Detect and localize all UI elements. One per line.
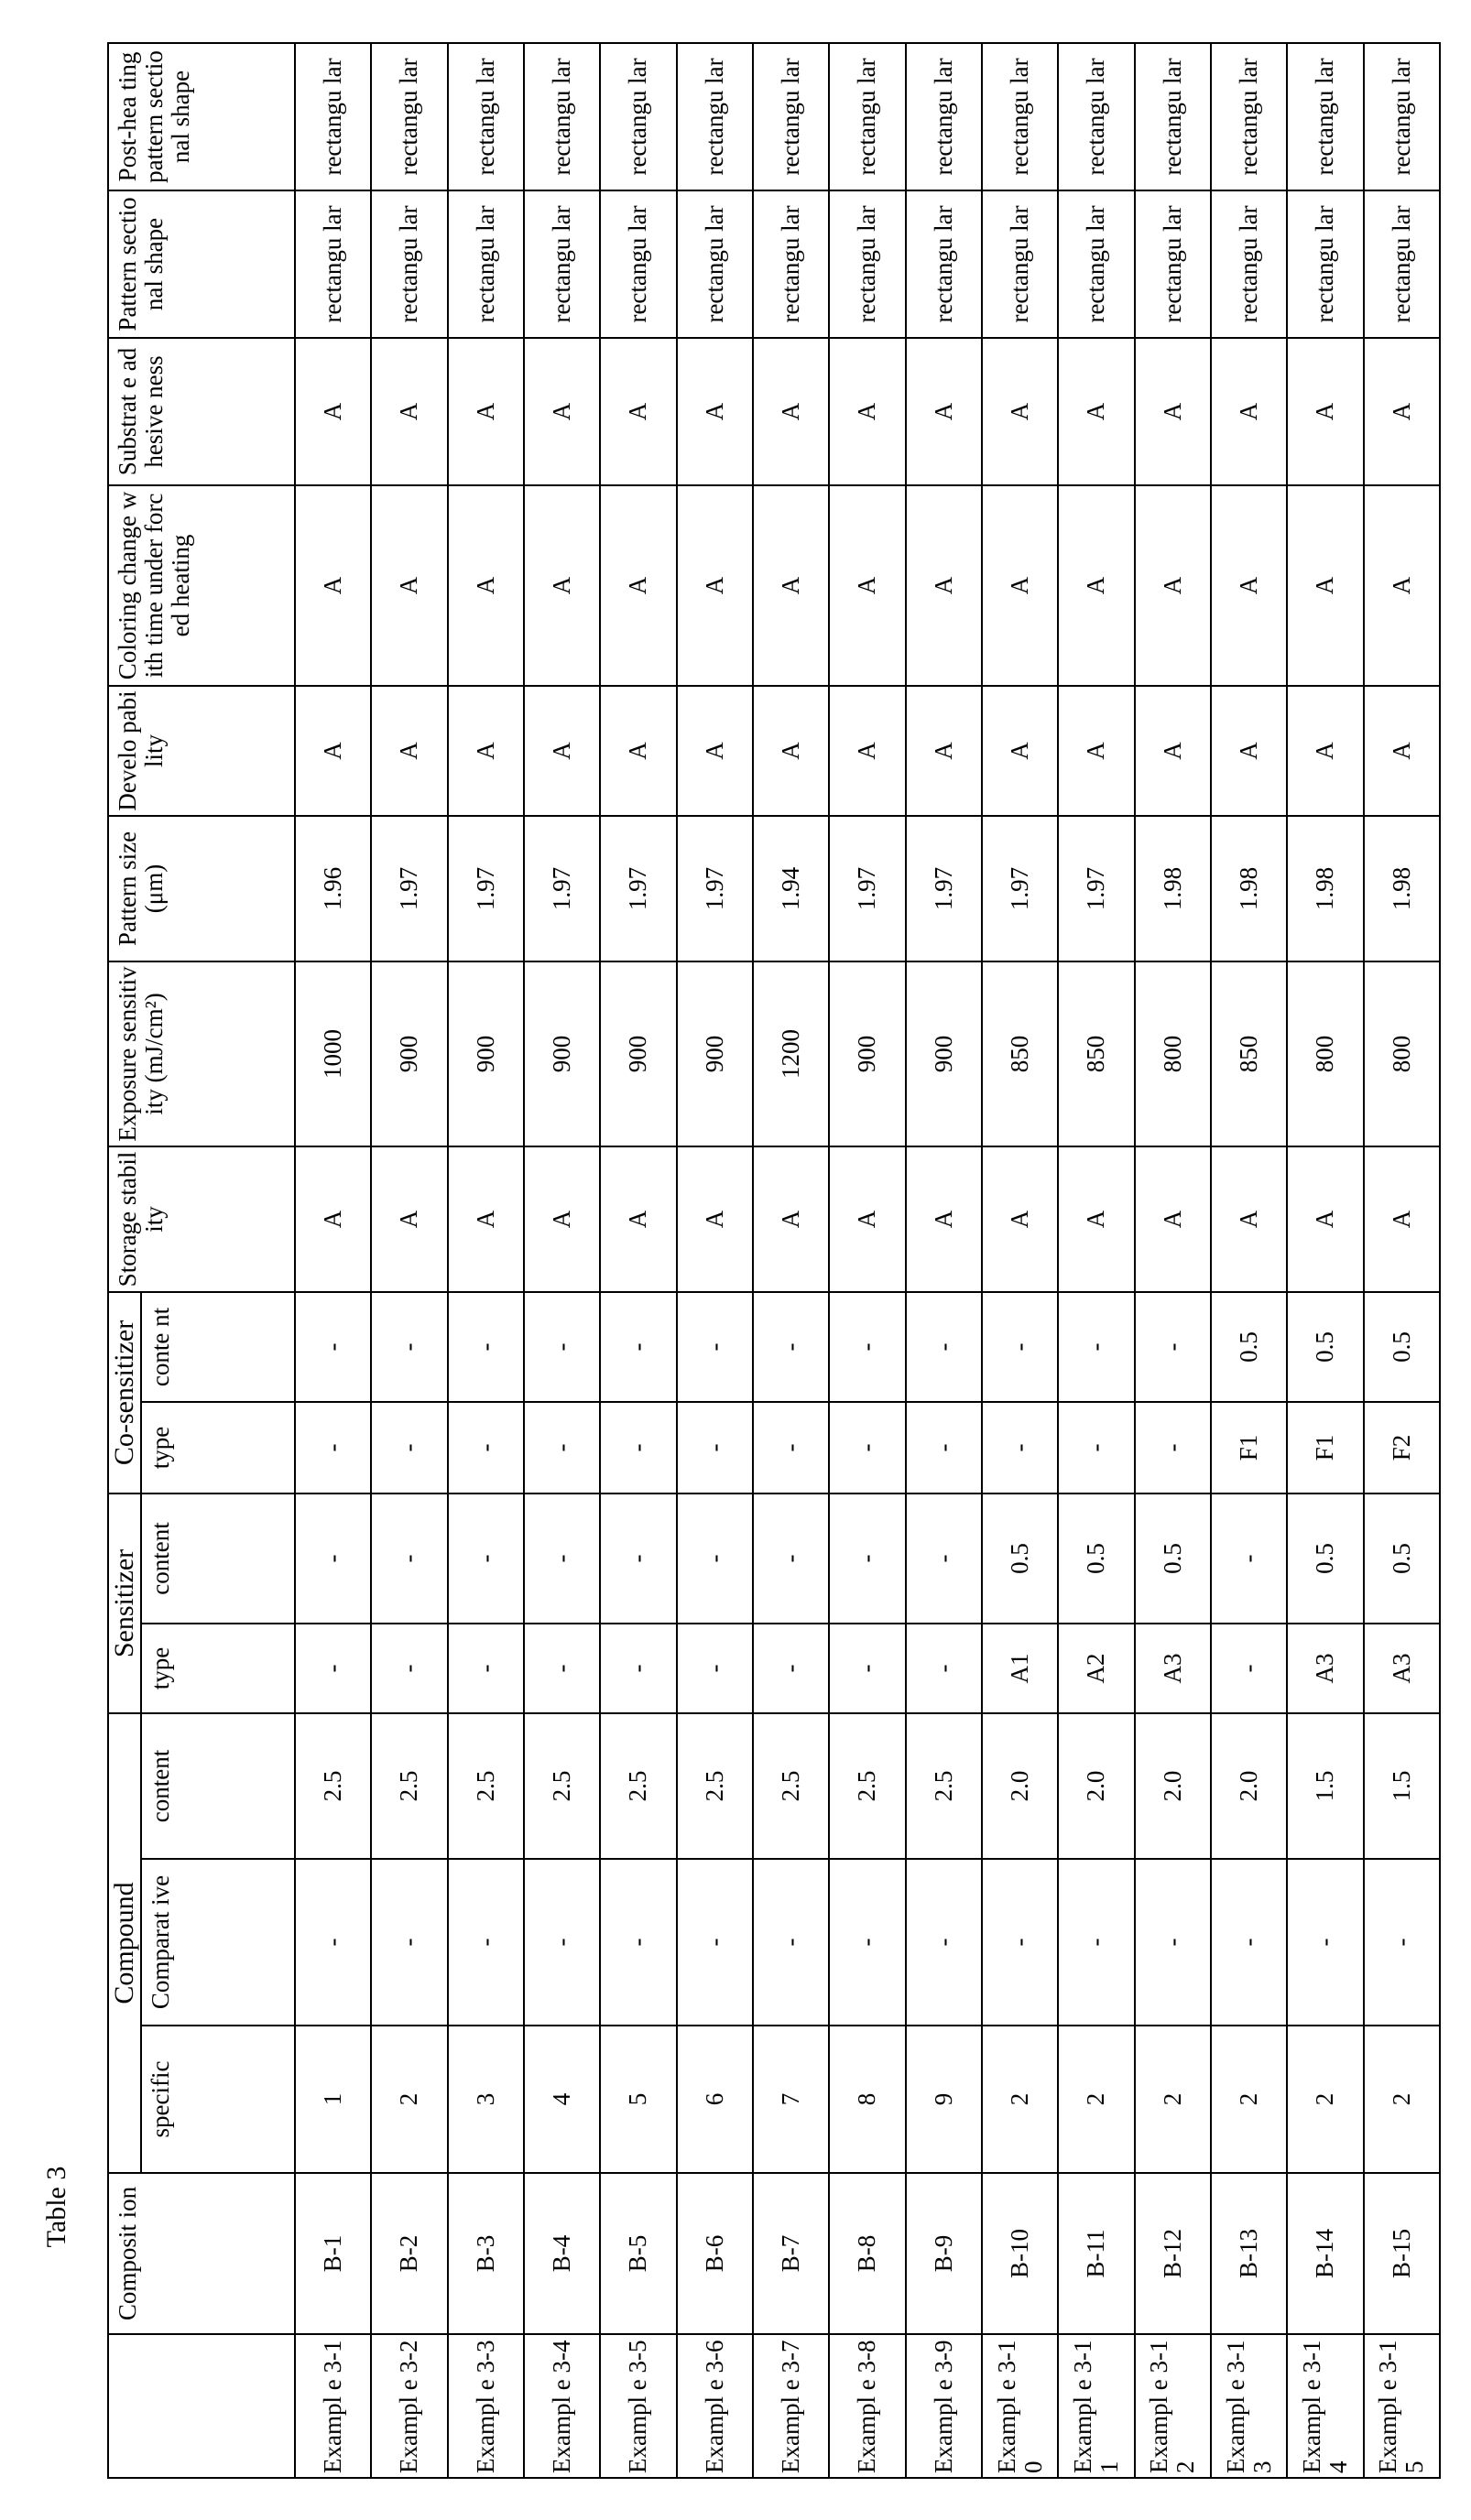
cell-storage-stability: A — [982, 1146, 1058, 1292]
cell-compound-specific: 1 — [295, 2026, 371, 2173]
cell-coloring-change: A — [371, 485, 447, 686]
cell-substrate-adhesiveness: A — [1135, 338, 1211, 485]
cell-developability: A — [295, 686, 371, 816]
cell-pattern-size: 1.97 — [906, 816, 982, 961]
cell-sensitizer-type: A1 — [982, 1624, 1058, 1713]
cell-pattern-size: 1.97 — [600, 816, 676, 961]
cell-developability: A — [1287, 686, 1363, 816]
header-compound-comparative: Comparat ive — [141, 1859, 295, 2026]
cell-example: Exampl e 3-12 — [1135, 2334, 1211, 2478]
cell-pattern-size: 1.97 — [1058, 816, 1134, 961]
cell-composition: B-13 — [1211, 2173, 1287, 2334]
cell-post-heating-shape: rectangu lar — [524, 43, 600, 190]
cell-sensitizer-content: - — [906, 1494, 982, 1624]
cell-compound-comparative: - — [829, 1859, 905, 2026]
cell-sensitizer-content: - — [295, 1494, 371, 1624]
cell-compound-content: 2.0 — [1211, 1713, 1287, 1859]
cell-pattern-size: 1.98 — [1211, 816, 1287, 961]
cell-post-heating-shape: rectangu lar — [1287, 43, 1363, 190]
table-row — [600, 43, 676, 2478]
cell-cosensitizer-type: - — [1135, 1402, 1211, 1494]
cell-developability: A — [982, 686, 1058, 816]
cell-exposure-sensitivity: 800 — [1364, 961, 1440, 1146]
cell-compound-content: 2.0 — [1058, 1713, 1134, 1859]
cell-pattern-shape: rectangu lar — [1135, 190, 1211, 338]
cell-developability: A — [1364, 686, 1440, 816]
cell-composition: B-2 — [371, 2173, 447, 2334]
cell-example: Exampl e 3-1 — [295, 2334, 371, 2478]
cell-cosensitizer-type: - — [1058, 1402, 1134, 1494]
cell-pattern-shape: rectangu lar — [1211, 190, 1287, 338]
cell-cosensitizer-content: - — [982, 1292, 1058, 1402]
cell-developability: A — [753, 686, 829, 816]
cell-compound-specific: 2 — [1058, 2026, 1134, 2173]
cell-pattern-shape: rectangu lar — [982, 190, 1058, 338]
cell-coloring-change: A — [1287, 485, 1363, 686]
cell-composition: B-4 — [524, 2173, 600, 2334]
cell-substrate-adhesiveness: A — [371, 338, 447, 485]
cell-compound-content: 2.0 — [1135, 1713, 1211, 1859]
table-row — [677, 43, 753, 2478]
cell-compound-comparative: - — [295, 1859, 371, 2026]
cell-cosensitizer-content: - — [677, 1292, 753, 1402]
cell-substrate-adhesiveness: A — [448, 338, 524, 485]
cell-coloring-change: A — [1058, 485, 1134, 686]
cell-compound-comparative: - — [1364, 1859, 1440, 2026]
cell-composition: B-11 — [1058, 2173, 1134, 2334]
cell-composition: B-7 — [753, 2173, 829, 2334]
cell-cosensitizer-content: - — [295, 1292, 371, 1402]
cell-coloring-change: A — [677, 485, 753, 686]
cell-cosensitizer-content: - — [829, 1292, 905, 1402]
cell-compound-specific: 2 — [1135, 2026, 1211, 2173]
cell-sensitizer-type: A3 — [1135, 1624, 1211, 1713]
header-cosensitizer-type: type — [141, 1402, 295, 1494]
cell-sensitizer-content: - — [600, 1494, 676, 1624]
cell-sensitizer-type: - — [448, 1624, 524, 1713]
table-row — [1058, 43, 1134, 2478]
table-row — [906, 43, 982, 2478]
cell-cosensitizer-type: - — [524, 1402, 600, 1494]
results-table — [107, 42, 1441, 2479]
cell-storage-stability: A — [906, 1146, 982, 1292]
cell-storage-stability: A — [524, 1146, 600, 1292]
cell-pattern-shape: rectangu lar — [448, 190, 524, 338]
cell-cosensitizer-content: - — [600, 1292, 676, 1402]
cell-compound-comparative: - — [524, 1859, 600, 2026]
cell-example: Exampl e 3-6 — [677, 2334, 753, 2478]
cell-substrate-adhesiveness: A — [1058, 338, 1134, 485]
header-substrate-adhesiveness: Substrat e adhesive ness — [108, 338, 295, 485]
cell-exposure-sensitivity: 900 — [371, 961, 447, 1146]
cell-pattern-size: 1.94 — [753, 816, 829, 961]
cell-sensitizer-type: - — [600, 1624, 676, 1713]
cell-post-heating-shape: rectangu lar — [371, 43, 447, 190]
cell-coloring-change: A — [1135, 485, 1211, 686]
cell-compound-specific: 3 — [448, 2026, 524, 2173]
header-group-cosensitizer: Co-sensitizer — [108, 1292, 141, 1494]
cell-coloring-change: A — [753, 485, 829, 686]
cell-cosensitizer-content: 0.5 — [1364, 1292, 1440, 1402]
cell-storage-stability: A — [677, 1146, 753, 1292]
header-example — [108, 2334, 295, 2478]
cell-compound-content: 2.5 — [677, 1713, 753, 1859]
cell-pattern-size: 1.97 — [371, 816, 447, 961]
cell-sensitizer-content: - — [1211, 1494, 1287, 1624]
cell-sensitizer-type: - — [524, 1624, 600, 1713]
cell-storage-stability: A — [371, 1146, 447, 1292]
cell-pattern-shape: rectangu lar — [600, 190, 676, 338]
cell-exposure-sensitivity: 850 — [1211, 961, 1287, 1146]
cell-storage-stability: A — [1364, 1146, 1440, 1292]
cell-developability: A — [829, 686, 905, 816]
cell-exposure-sensitivity: 800 — [1135, 961, 1211, 1146]
cell-storage-stability: A — [1287, 1146, 1363, 1292]
cell-compound-comparative: - — [1058, 1859, 1134, 2026]
cell-exposure-sensitivity: 1200 — [753, 961, 829, 1146]
cell-storage-stability: A — [448, 1146, 524, 1292]
header-cosensitizer-content: conte nt — [141, 1292, 295, 1402]
cell-cosensitizer-type: - — [829, 1402, 905, 1494]
cell-cosensitizer-content: - — [906, 1292, 982, 1402]
cell-exposure-sensitivity: 900 — [906, 961, 982, 1146]
cell-pattern-shape: rectangu lar — [1287, 190, 1363, 338]
cell-cosensitizer-type: - — [600, 1402, 676, 1494]
cell-coloring-change: A — [295, 485, 371, 686]
cell-compound-content: 2.0 — [982, 1713, 1058, 1859]
cell-exposure-sensitivity: 850 — [1058, 961, 1134, 1146]
cell-composition: B-5 — [600, 2173, 676, 2334]
cell-cosensitizer-type: - — [677, 1402, 753, 1494]
cell-sensitizer-content: - — [677, 1494, 753, 1624]
cell-post-heating-shape: rectangu lar — [677, 43, 753, 190]
cell-pattern-size: 1.97 — [982, 816, 1058, 961]
cell-substrate-adhesiveness: A — [753, 338, 829, 485]
cell-sensitizer-content: 0.5 — [1364, 1494, 1440, 1624]
cell-post-heating-shape: rectangu lar — [448, 43, 524, 190]
cell-storage-stability: A — [1135, 1146, 1211, 1292]
cell-compound-content: 2.5 — [906, 1713, 982, 1859]
cell-storage-stability: A — [600, 1146, 676, 1292]
header-coloring-change: Coloring change with time under forced heating — [108, 485, 295, 686]
cell-storage-stability: A — [295, 1146, 371, 1292]
cell-post-heating-shape: rectangu lar — [829, 43, 905, 190]
header-developability: Develo pability — [108, 686, 295, 816]
cell-example: Exampl e 3-3 — [448, 2334, 524, 2478]
header-composition: Composit ion — [108, 2173, 295, 2334]
cell-compound-content: 2.5 — [600, 1713, 676, 1859]
cell-post-heating-shape: rectangu lar — [600, 43, 676, 190]
table-row — [1211, 43, 1287, 2478]
cell-post-heating-shape: rectangu lar — [906, 43, 982, 190]
cell-sensitizer-content: - — [524, 1494, 600, 1624]
header-storage-stability: Storage stability — [108, 1146, 295, 1292]
cell-composition: B-15 — [1364, 2173, 1440, 2334]
cell-compound-comparative: - — [982, 1859, 1058, 2026]
cell-compound-specific: 8 — [829, 2026, 905, 2173]
cell-cosensitizer-type: F1 — [1287, 1402, 1363, 1494]
cell-developability: A — [1211, 686, 1287, 816]
cell-compound-specific: 2 — [1364, 2026, 1440, 2173]
cell-example: Exampl e 3-10 — [982, 2334, 1058, 2478]
cell-pattern-shape: rectangu lar — [371, 190, 447, 338]
cell-cosensitizer-type: - — [982, 1402, 1058, 1494]
cell-compound-content: 2.5 — [295, 1713, 371, 1859]
cell-compound-comparative: - — [753, 1859, 829, 2026]
table-row — [753, 43, 829, 2478]
cell-substrate-adhesiveness: A — [906, 338, 982, 485]
header-exposure-sensitivity: Exposure sensitivity (mJ/cm²) — [108, 961, 295, 1146]
cell-composition: B-10 — [982, 2173, 1058, 2334]
cell-pattern-shape: rectangu lar — [829, 190, 905, 338]
cell-pattern-shape: rectangu lar — [906, 190, 982, 338]
cell-pattern-size: 1.96 — [295, 816, 371, 961]
cell-compound-comparative: - — [1287, 1859, 1363, 2026]
rotated-table-container — [107, 42, 1441, 2479]
cell-pattern-size: 1.98 — [1364, 816, 1440, 961]
cell-exposure-sensitivity: 800 — [1287, 961, 1363, 1146]
cell-substrate-adhesiveness: A — [600, 338, 676, 485]
cell-post-heating-shape: rectangu lar — [982, 43, 1058, 190]
cell-substrate-adhesiveness: A — [677, 338, 753, 485]
table-row — [448, 43, 524, 2478]
table-row — [1364, 43, 1440, 2478]
cell-pattern-size: 1.97 — [829, 816, 905, 961]
header-compound-specific: specific — [141, 2026, 295, 2173]
cell-post-heating-shape: rectangu lar — [753, 43, 829, 190]
cell-sensitizer-type: - — [295, 1624, 371, 1713]
cell-compound-specific: 9 — [906, 2026, 982, 2173]
cell-exposure-sensitivity: 850 — [982, 961, 1058, 1146]
cell-compound-specific: 5 — [600, 2026, 676, 2173]
cell-example: Exampl e 3-14 — [1287, 2334, 1363, 2478]
cell-composition: B-3 — [448, 2173, 524, 2334]
cell-substrate-adhesiveness: A — [982, 338, 1058, 485]
cell-exposure-sensitivity: 900 — [524, 961, 600, 1146]
cell-developability: A — [1058, 686, 1134, 816]
cell-compound-comparative: - — [600, 1859, 676, 2026]
cell-developability: A — [906, 686, 982, 816]
cell-cosensitizer-type: - — [753, 1402, 829, 1494]
cell-compound-comparative: - — [448, 1859, 524, 2026]
cell-cosensitizer-content: - — [524, 1292, 600, 1402]
cell-exposure-sensitivity: 900 — [448, 961, 524, 1146]
cell-composition: B-12 — [1135, 2173, 1211, 2334]
cell-cosensitizer-content: - — [1135, 1292, 1211, 1402]
cell-exposure-sensitivity: 900 — [600, 961, 676, 1146]
cell-compound-specific: 4 — [524, 2026, 600, 2173]
cell-exposure-sensitivity: 900 — [829, 961, 905, 1146]
cell-sensitizer-content: 0.5 — [1058, 1494, 1134, 1624]
cell-pattern-shape: rectangu lar — [1058, 190, 1134, 338]
cell-sensitizer-type: A3 — [1287, 1624, 1363, 1713]
header-pattern-size: Pattern size (μm) — [108, 816, 295, 961]
cell-pattern-shape: rectangu lar — [677, 190, 753, 338]
cell-pattern-size: 1.97 — [524, 816, 600, 961]
cell-pattern-size: 1.98 — [1135, 816, 1211, 961]
cell-pattern-shape: rectangu lar — [524, 190, 600, 338]
cell-compound-content: 2.5 — [753, 1713, 829, 1859]
cell-coloring-change: A — [906, 485, 982, 686]
cell-sensitizer-type: A2 — [1058, 1624, 1134, 1713]
table-row — [829, 43, 905, 2478]
cell-cosensitizer-content: - — [1058, 1292, 1134, 1402]
cell-exposure-sensitivity: 900 — [677, 961, 753, 1146]
cell-compound-content: 2.5 — [829, 1713, 905, 1859]
cell-compound-content: 1.5 — [1364, 1713, 1440, 1859]
cell-compound-specific: 2 — [982, 2026, 1058, 2173]
table-row — [1287, 43, 1363, 2478]
cell-composition: B-9 — [906, 2173, 982, 2334]
table-row — [295, 43, 371, 2478]
cell-cosensitizer-type: - — [906, 1402, 982, 1494]
cell-sensitizer-content: 0.5 — [1135, 1494, 1211, 1624]
table-row — [982, 43, 1058, 2478]
cell-composition: B-1 — [295, 2173, 371, 2334]
cell-post-heating-shape: rectangu lar — [1211, 43, 1287, 190]
cell-sensitizer-type: - — [1211, 1624, 1287, 1713]
cell-sensitizer-content: 0.5 — [1287, 1494, 1363, 1624]
cell-sensitizer-content: 0.5 — [982, 1494, 1058, 1624]
cell-example: Exampl e 3-4 — [524, 2334, 600, 2478]
cell-cosensitizer-content: 0.5 — [1287, 1292, 1363, 1402]
cell-example: Exampl e 3-9 — [906, 2334, 982, 2478]
table-title: Table 3 — [41, 2167, 72, 2248]
cell-developability: A — [1135, 686, 1211, 816]
table-row — [371, 43, 447, 2478]
cell-post-heating-shape: rectangu lar — [295, 43, 371, 190]
cell-developability: A — [524, 686, 600, 816]
header-sensitizer-content: content — [141, 1494, 295, 1624]
cell-sensitizer-content: - — [448, 1494, 524, 1624]
cell-cosensitizer-type: - — [371, 1402, 447, 1494]
cell-cosensitizer-type: F1 — [1211, 1402, 1287, 1494]
cell-coloring-change: A — [448, 485, 524, 686]
cell-sensitizer-type: - — [677, 1624, 753, 1713]
cell-post-heating-shape: rectangu lar — [1364, 43, 1440, 190]
cell-substrate-adhesiveness: A — [295, 338, 371, 485]
cell-compound-content: 2.5 — [371, 1713, 447, 1859]
cell-developability: A — [677, 686, 753, 816]
cell-sensitizer-type: A3 — [1364, 1624, 1440, 1713]
cell-compound-comparative: - — [1211, 1859, 1287, 2026]
header-group-sensitizer: Sensitizer — [108, 1494, 141, 1713]
cell-cosensitizer-content: - — [753, 1292, 829, 1402]
header-pattern-shape: Pattern sectional shape — [108, 190, 295, 338]
header-post-heating-shape: Post-hea ting pattern sectional shape — [108, 43, 295, 190]
cell-compound-specific: 2 — [371, 2026, 447, 2173]
cell-substrate-adhesiveness: A — [1211, 338, 1287, 485]
cell-composition: B-6 — [677, 2173, 753, 2334]
cell-storage-stability: A — [829, 1146, 905, 1292]
cell-cosensitizer-type: F2 — [1364, 1402, 1440, 1494]
cell-compound-content: 2.5 — [448, 1713, 524, 1859]
cell-composition: B-8 — [829, 2173, 905, 2334]
cell-compound-comparative: - — [1135, 1859, 1211, 2026]
cell-storage-stability: A — [1058, 1146, 1134, 1292]
cell-example: Exampl e 3-2 — [371, 2334, 447, 2478]
cell-cosensitizer-content: - — [448, 1292, 524, 1402]
cell-example: Exampl e 3-15 — [1364, 2334, 1440, 2478]
cell-example: Exampl e 3-8 — [829, 2334, 905, 2478]
cell-example: Exampl e 3-5 — [600, 2334, 676, 2478]
cell-pattern-size: 1.97 — [448, 816, 524, 961]
cell-sensitizer-content: - — [829, 1494, 905, 1624]
cell-compound-content: 1.5 — [1287, 1713, 1363, 1859]
cell-compound-specific: 2 — [1287, 2026, 1363, 2173]
cell-sensitizer-type: - — [829, 1624, 905, 1713]
cell-pattern-shape: rectangu lar — [295, 190, 371, 338]
cell-coloring-change: A — [1364, 485, 1440, 686]
cell-substrate-adhesiveness: A — [1287, 338, 1363, 485]
header-sensitizer-type: type — [141, 1624, 295, 1713]
table-row — [1135, 43, 1211, 2478]
cell-cosensitizer-type: - — [448, 1402, 524, 1494]
cell-coloring-change: A — [982, 485, 1058, 686]
cell-pattern-size: 1.97 — [677, 816, 753, 961]
cell-example: Exampl e 3-13 — [1211, 2334, 1287, 2478]
cell-cosensitizer-content: 0.5 — [1211, 1292, 1287, 1402]
cell-storage-stability: A — [753, 1146, 829, 1292]
table-body — [295, 43, 1440, 2478]
cell-storage-stability: A — [1211, 1146, 1287, 1292]
cell-developability: A — [448, 686, 524, 816]
cell-cosensitizer-type: - — [295, 1402, 371, 1494]
cell-substrate-adhesiveness: A — [1364, 338, 1440, 485]
cell-example: Exampl e 3-11 — [1058, 2334, 1134, 2478]
cell-sensitizer-content: - — [753, 1494, 829, 1624]
cell-example: Exampl e 3-7 — [753, 2334, 829, 2478]
cell-sensitizer-type: - — [906, 1624, 982, 1713]
cell-sensitizer-content: - — [371, 1494, 447, 1624]
cell-compound-content: 2.5 — [524, 1713, 600, 1859]
cell-sensitizer-type: - — [753, 1624, 829, 1713]
cell-composition: B-14 — [1287, 2173, 1363, 2334]
cell-compound-comparative: - — [677, 1859, 753, 2026]
header-group-compound: Compound — [108, 1713, 141, 2173]
cell-pattern-shape: rectangu lar — [753, 190, 829, 338]
cell-coloring-change: A — [829, 485, 905, 686]
cell-coloring-change: A — [524, 485, 600, 686]
cell-post-heating-shape: rectangu lar — [1135, 43, 1211, 190]
cell-pattern-shape: rectangu lar — [1364, 190, 1440, 338]
cell-substrate-adhesiveness: A — [829, 338, 905, 485]
cell-compound-specific: 7 — [753, 2026, 829, 2173]
cell-developability: A — [600, 686, 676, 816]
cell-cosensitizer-content: - — [371, 1292, 447, 1402]
cell-coloring-change: A — [600, 485, 676, 686]
cell-compound-comparative: - — [371, 1859, 447, 2026]
cell-developability: A — [371, 686, 447, 816]
cell-exposure-sensitivity: 1000 — [295, 961, 371, 1146]
cell-pattern-size: 1.98 — [1287, 816, 1363, 961]
cell-coloring-change: A — [1211, 485, 1287, 686]
cell-compound-specific: 2 — [1211, 2026, 1287, 2173]
cell-substrate-adhesiveness: A — [524, 338, 600, 485]
table-row — [524, 43, 600, 2478]
cell-sensitizer-type: - — [371, 1624, 447, 1713]
cell-post-heating-shape: rectangu lar — [1058, 43, 1134, 190]
cell-compound-comparative: - — [906, 1859, 982, 2026]
header-compound-content: content — [141, 1713, 295, 1859]
cell-compound-specific: 6 — [677, 2026, 753, 2173]
